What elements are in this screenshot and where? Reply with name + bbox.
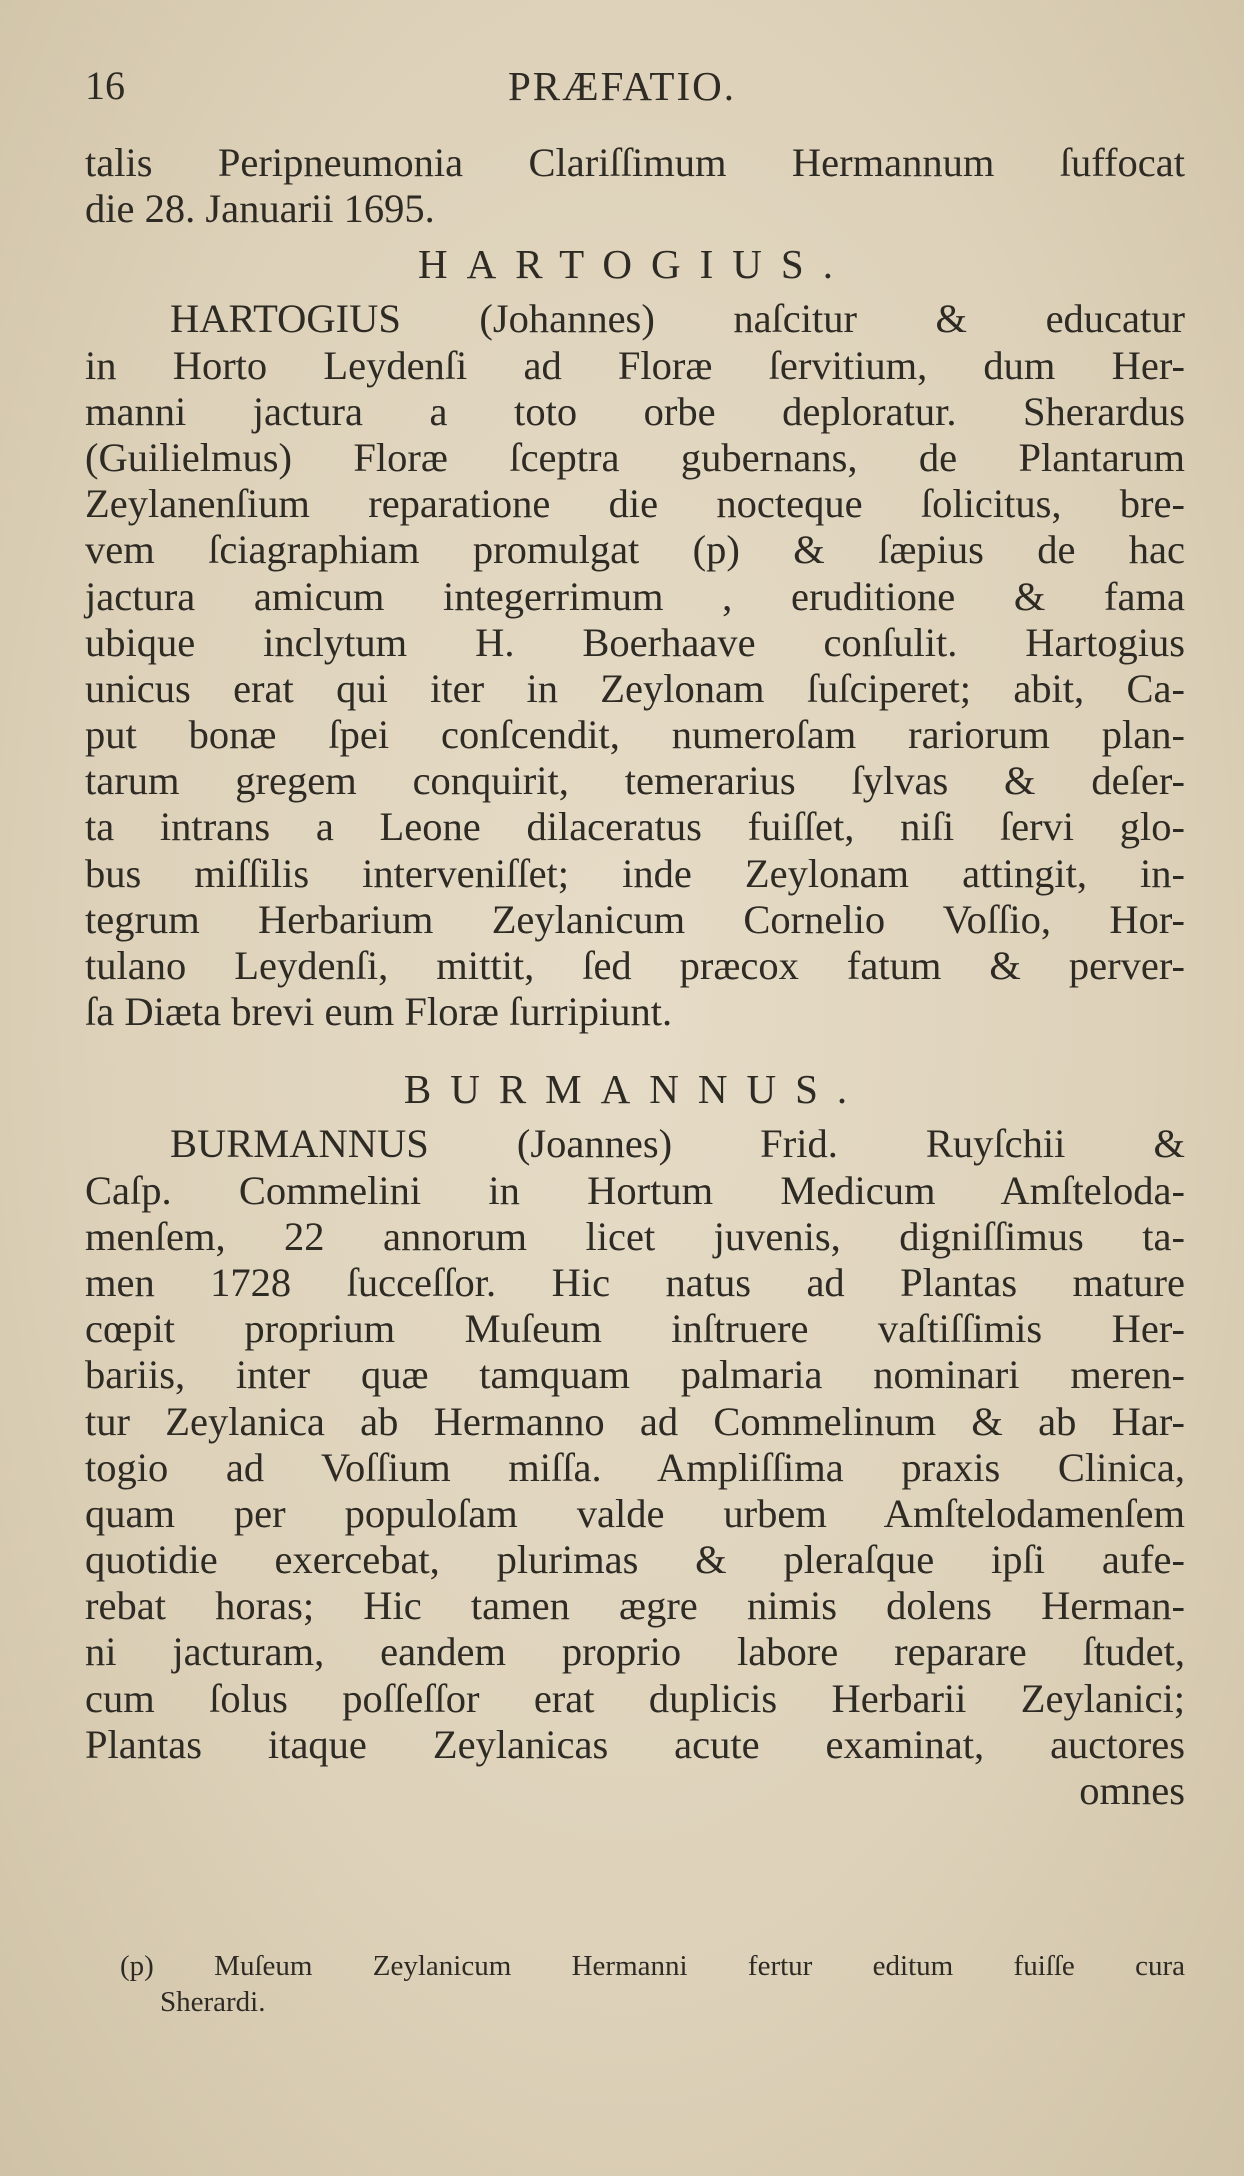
- text-line: Caſp. Commelini in Hortum Medicum Amſteloda-: [85, 1167, 1185, 1213]
- footnote-line: (p) Muſeum Zeylanicum Hermanni fertur editum fuiſſe cura: [120, 1950, 1185, 1982]
- text-line: rebat horas; Hic tamen ægre nimis dolens Herman-: [85, 1583, 1185, 1629]
- text-line: quam per populoſam valde urbem Amſtelodamenſem: [85, 1490, 1185, 1536]
- text-line: talis Peripneumonia Clariſſimum Hermannum ſuffocat: [85, 140, 1185, 185]
- text-line: bus miſſilis interveniſſet; inde Zeylonam attingit, in-: [85, 850, 1185, 896]
- section-heading-hartogius: HARTOGIUS.: [418, 241, 852, 288]
- text-line: ſa Diæta brevi eum Floræ ſurripiunt.: [85, 989, 673, 1035]
- text-line: die 28. Januarii 1695.: [85, 186, 435, 232]
- text-line: quotidie exercebat, plurimas & pleraſque ipſi aufe-: [85, 1537, 1185, 1583]
- section-heading-burmannus: BURMANNUS.: [403, 1066, 867, 1113]
- text-line: menſem, 22 annorum licet juvenis, digniſſimus ta-: [85, 1213, 1185, 1259]
- text-line: cœpit proprium Muſeum inſtruere vaſtiſſimis Her-: [85, 1306, 1185, 1352]
- section-spacer: [85, 1035, 1185, 1057]
- footnote-line: Sherardi.: [160, 1986, 266, 2018]
- main-text: [85, 140, 1185, 1814]
- catchword: omnes: [1079, 1768, 1185, 1813]
- text-line: Zeylanenſium reparatione die nocteque ſolicitus, bre-: [85, 481, 1185, 527]
- text-line: cum ſolus poſſeſſor erat duplicis Herbarii Zeylanici;: [85, 1675, 1185, 1721]
- running-title: PRÆFATIO.: [508, 63, 736, 109]
- text-line: manni jactura a toto orbe deploratur. Sherardus: [85, 388, 1185, 434]
- page-header: [0, 62, 1244, 112]
- text-line: togio ad Voſſium miſſa. Ampliſſima praxis Clinica,: [85, 1444, 1185, 1490]
- text-line: unicus erat qui iter in Zeylonam ſuſciperet; abit, Ca-: [85, 665, 1185, 711]
- text-line: Plantas itaque Zeylanicas acute examinat, auctores: [85, 1721, 1185, 1767]
- text-line: put bonæ ſpei conſcendit, numeroſam rariorum plan-: [85, 712, 1185, 758]
- text-line: vem ſciagraphiam promulgat (p) & ſæpius de hac: [85, 527, 1185, 573]
- text-line: tegrum Herbarium Zeylanicum Cornelio Voſſio, Hor-: [85, 896, 1185, 942]
- text-line: ni jacturam, eandem proprio labore reparare ſtudet,: [85, 1629, 1185, 1675]
- text-line: ta intrans a Leone dilaceratus fuiſſet, niſi ſervi glo-: [85, 804, 1185, 850]
- text-line: tur Zeylanica ab Hermanno ad Commelinum & ab Har-: [85, 1398, 1185, 1444]
- text-line: ubique inclytum H. Boerhaave conſulit. Hartogius: [85, 619, 1185, 665]
- page-number: 16: [85, 63, 125, 108]
- text-line: jactura amicum integerrimum , eruditione & fama: [85, 573, 1185, 619]
- text-line: tarum gregem conquirit, temerarius ſylvas & deſer-: [85, 758, 1185, 804]
- text-line: (Guilielmus) Floræ ſceptra gubernans, de Plantarum: [85, 434, 1185, 480]
- text-line: BURMANNUS (Joannes) Frid. Ruyſchii &: [170, 1121, 1185, 1167]
- text-line: men 1728 ſucceſſor. Hic natus ad Plantas mature: [85, 1259, 1185, 1305]
- footnote: [120, 1948, 1185, 2020]
- text-line: tulano Leydenſi, mittit, ſed præcox fatum & perver-: [85, 943, 1185, 988]
- text-line: HARTOGIUS (Johannes) naſcitur & educatur: [170, 296, 1185, 342]
- text-line: bariis, inter quæ tamquam palmaria nominari meren-: [85, 1352, 1185, 1398]
- text-line: in Horto Leydenſi ad Floræ ſervitium, dum Her-: [85, 342, 1185, 388]
